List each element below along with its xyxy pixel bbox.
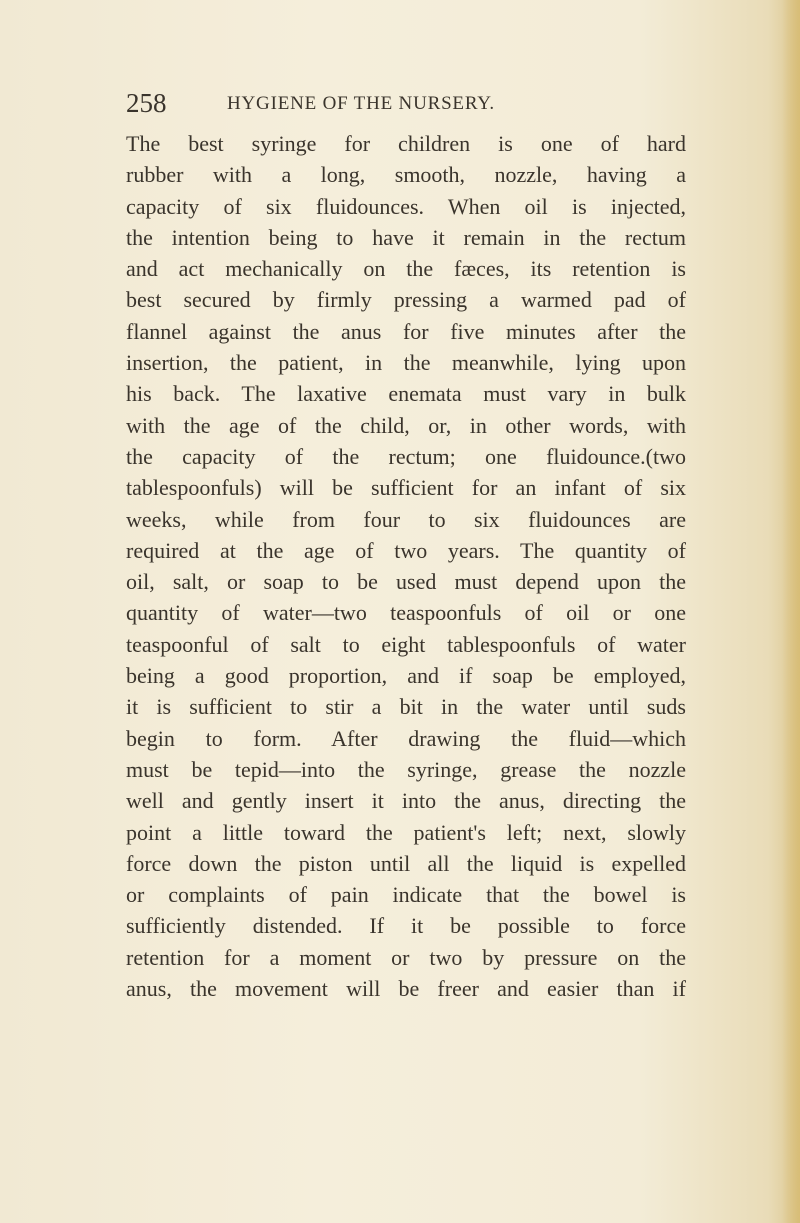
- text-line: teaspoonful of salt to eight tablespoonfuls of water: [126, 631, 686, 657]
- text-line: must be tepid—into the syringe, grease the nozzle: [126, 756, 686, 782]
- text-line: and act mechanically on the fæces, its retention is: [126, 256, 686, 282]
- page-edge-shadow: [782, 0, 800, 1223]
- text-line: the capacity of the rectum; one fluidounce.(two: [126, 443, 686, 469]
- text-line: oil, salt, or soap to be used must depend upon the: [126, 569, 686, 595]
- text-line: well and gently insert it into the anus, directing the: [126, 788, 686, 814]
- page-header: [126, 88, 686, 118]
- text-line: rubber with a long, smooth, nozzle, having a: [126, 162, 686, 188]
- text-line: the intention being to have it remain in the rectum: [126, 224, 686, 250]
- text-line: weeks, while from four to six fluidounces are: [126, 506, 686, 532]
- body-paragraph: [126, 128, 686, 1128]
- text-line: force down the piston until all the liquid is expelled: [126, 850, 686, 876]
- text-line: point a little toward the patient's left; next, slowly: [126, 819, 686, 845]
- running-head: HYGIENE OF THE NURSERY.: [227, 93, 495, 114]
- text-line: The best syringe for children is one of hard: [126, 131, 686, 156]
- text-line: capacity of six fluidounces. When oil is injected,: [126, 193, 686, 219]
- text-line: begin to form. After drawing the fluid—which: [126, 725, 686, 751]
- text-line: insertion, the patient, in the meanwhile, lying upon: [126, 350, 686, 376]
- text-line: or complaints of pain indicate that the bowel is: [126, 882, 686, 908]
- text-line: retention for a moment or two by pressure on the: [126, 944, 686, 970]
- text-line: it is sufficient to stir a bit in the water until suds: [126, 694, 686, 720]
- text-line: his back. The laxative enemata must vary in bulk: [126, 381, 686, 407]
- text-line: anus, the movement will be freer and easier than if: [126, 976, 686, 1002]
- text-line: tablespoonfuls) will be sufficient for an infant of six: [126, 475, 686, 501]
- text-line: with the age of the child, or, in other words, with: [126, 412, 686, 438]
- text-line: quantity of water—two teaspoonfuls of oil or one: [126, 600, 686, 626]
- text-line: required at the age of two years. The quantity of: [126, 537, 686, 563]
- text-line: flannel against the anus for five minutes after the: [126, 318, 686, 344]
- text-line: sufficiently distended. If it be possible to force: [126, 913, 686, 939]
- page-number: 258: [126, 88, 167, 118]
- text-line: being a good proportion, and if soap be employed,: [126, 663, 686, 689]
- text-line: best secured by firmly pressing a warmed pad of: [126, 287, 686, 313]
